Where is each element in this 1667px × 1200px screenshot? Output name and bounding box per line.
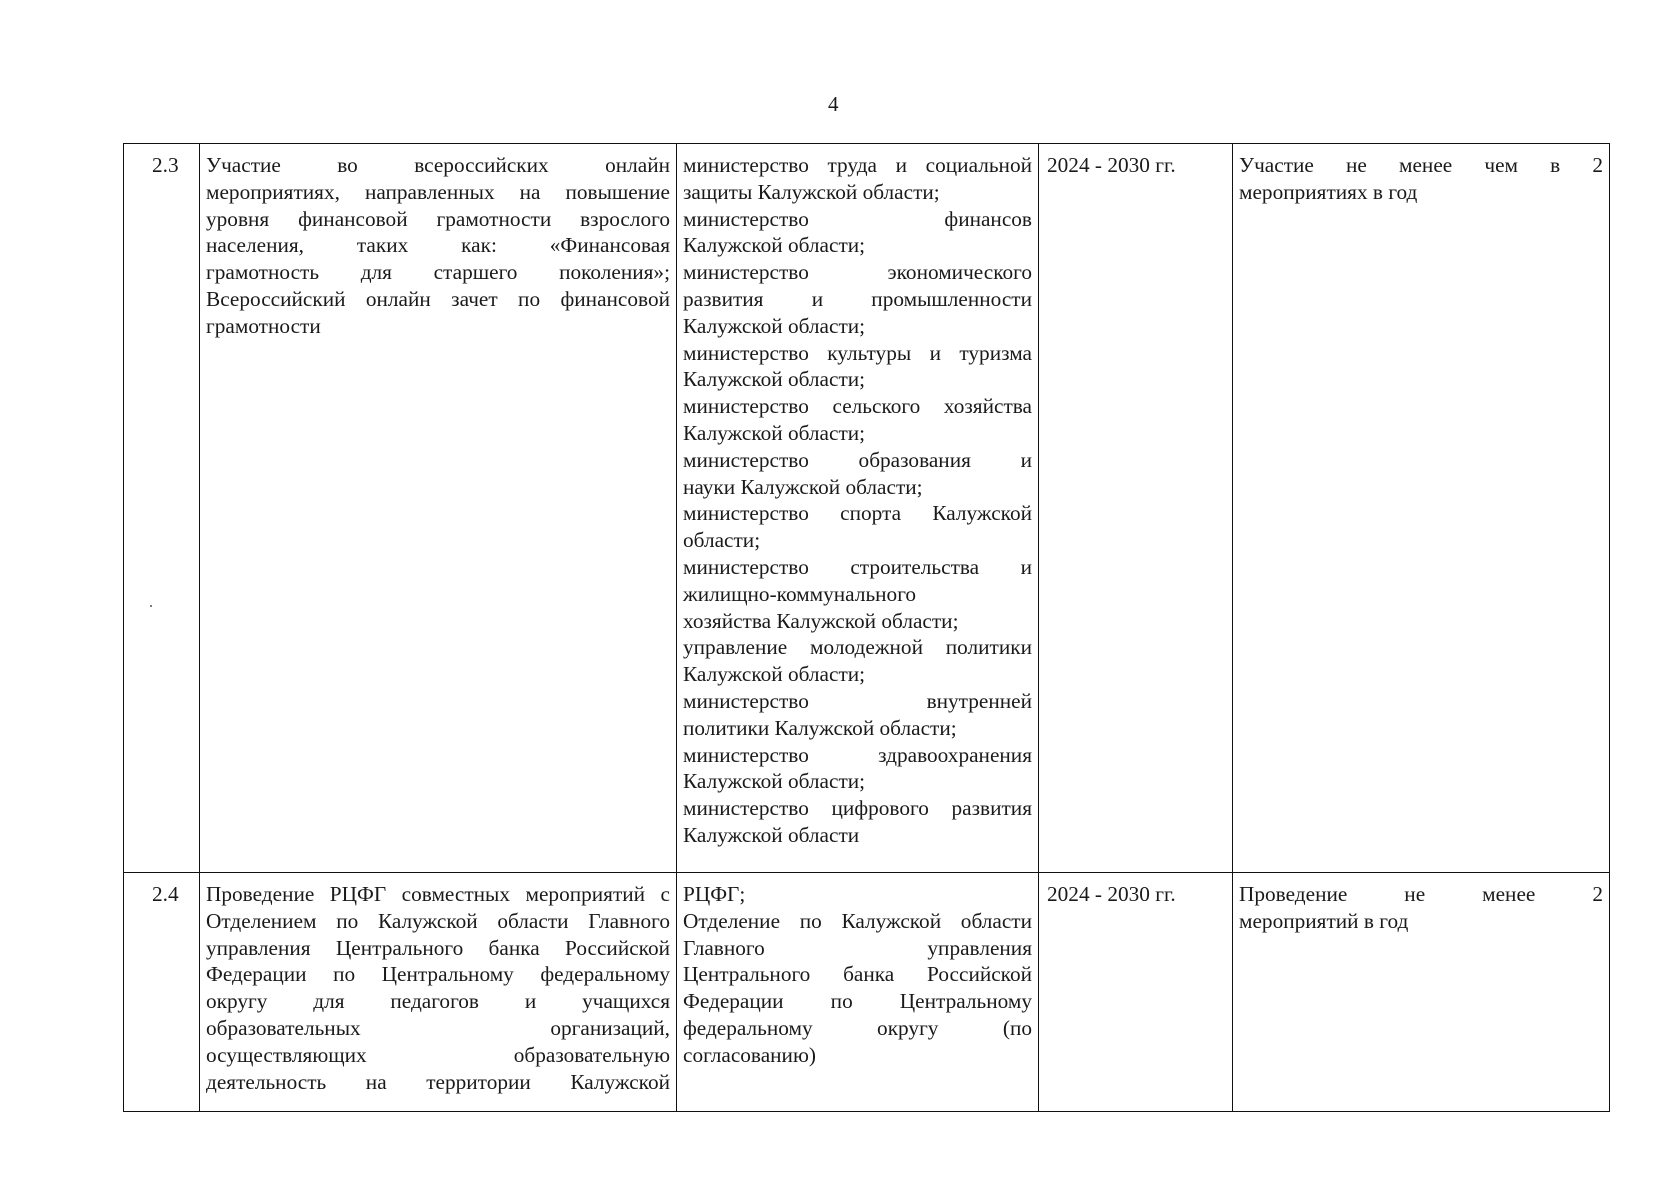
period-cell: 2024 - 2030 гг. (1039, 873, 1233, 1112)
executor-line: Калужской области; (683, 313, 866, 338)
period-cell: 2024 - 2030 гг. (1039, 144, 1233, 873)
executor-line: министерство культуры и туризма (683, 340, 1032, 365)
executor-line: министерство здравоохранения (683, 742, 1032, 767)
executor-line: Калужской области; (683, 420, 866, 445)
result-line: мероприятий в год (1239, 908, 1409, 933)
executor-line: министерство образования и (683, 447, 1032, 472)
executor-line: Калужской области; (683, 769, 866, 794)
executor-line: РЦФГ; (683, 882, 746, 906)
executor-cell (677, 873, 1039, 1112)
executor-line: жилищно-коммунального (683, 581, 917, 606)
executor-line: министерство сельского хозяйства (683, 394, 1032, 419)
result-line: Участие не менее чем в 2 (1239, 153, 1603, 177)
plan-table (123, 143, 1610, 1112)
executor-line: министерство экономического (683, 260, 1032, 285)
result-cell (1233, 144, 1610, 873)
event-line: грамотности (206, 313, 321, 338)
executor-line: Центрального банка Российской (683, 962, 1032, 987)
executor-line: министерство труда и социальной (683, 153, 1032, 177)
executor-line: области; (683, 528, 761, 553)
executor-line: согласованию) (683, 1042, 816, 1067)
result-cell (1233, 873, 1610, 1112)
executor-cell (677, 144, 1039, 873)
executor-line: министерство цифрового развития (683, 796, 1032, 821)
event-line: грамотность для старшего поколения»; (206, 260, 670, 285)
table-row (124, 144, 1610, 873)
event-cell (200, 144, 677, 873)
executor-line: министерство финансов (683, 206, 1032, 231)
event-line: деятельность на территории Калужской (206, 1069, 670, 1094)
page-number: 4 (828, 92, 839, 116)
executor-line: Калужской области; (683, 662, 866, 687)
event-line: уровня финансовой грамотности взрослого (206, 206, 670, 231)
event-cell (200, 873, 677, 1112)
executor-line: министерство строительства и (683, 554, 1032, 579)
executor-line: Главного управления (683, 935, 1032, 960)
executor-line: Калужской области; (683, 367, 866, 392)
event-line: управления Центрального банка Российской (206, 935, 670, 960)
executor-line: министерство внутренней (683, 688, 1032, 713)
executor-line: развития и промышленности (683, 286, 1032, 311)
table-row (124, 873, 1610, 1112)
executor-line: Отделение по Калужской области (683, 908, 1032, 933)
row-number: 2.4 (124, 873, 200, 1112)
event-line: мероприятиях, направленных на повышение (206, 179, 670, 204)
executor-line: федеральному округу (по (683, 1015, 1032, 1040)
event-line: Проведение РЦФГ совместных мероприятий с (206, 882, 670, 906)
row-number: 2.3 (124, 144, 200, 873)
executor-line: Калужской области (683, 822, 860, 847)
executor-line: министерство спорта Калужской (683, 501, 1032, 526)
scan-speck (150, 605, 152, 607)
event-line: осуществляющих образовательную (206, 1042, 670, 1067)
event-line: Участие во всероссийских онлайн (206, 153, 670, 177)
executor-line: Калужской области; (683, 233, 866, 258)
executor-line: управление молодежной политики (683, 635, 1032, 660)
result-line: мероприятиях в год (1239, 179, 1418, 204)
event-line: округу для педагогов и учащихся (206, 989, 670, 1014)
executor-line: политики Калужской области; (683, 715, 957, 740)
executor-line: науки Калужской области; (683, 474, 923, 499)
result-line: Проведение не менее 2 (1239, 882, 1603, 906)
executor-line: защиты Калужской области; (683, 179, 940, 204)
event-line: Всероссийский онлайн зачет по финансовой (206, 286, 670, 311)
event-line: образовательных организаций, (206, 1015, 670, 1040)
event-line: населения, таких как: «Финансовая (206, 233, 670, 258)
event-line: Отделением по Калужской области Главного (206, 908, 670, 933)
executor-line: хозяйства Калужской области; (683, 608, 959, 633)
executor-line: Федерации по Центральному (683, 989, 1032, 1014)
event-line: Федерации по Центральному федеральному (206, 962, 670, 987)
